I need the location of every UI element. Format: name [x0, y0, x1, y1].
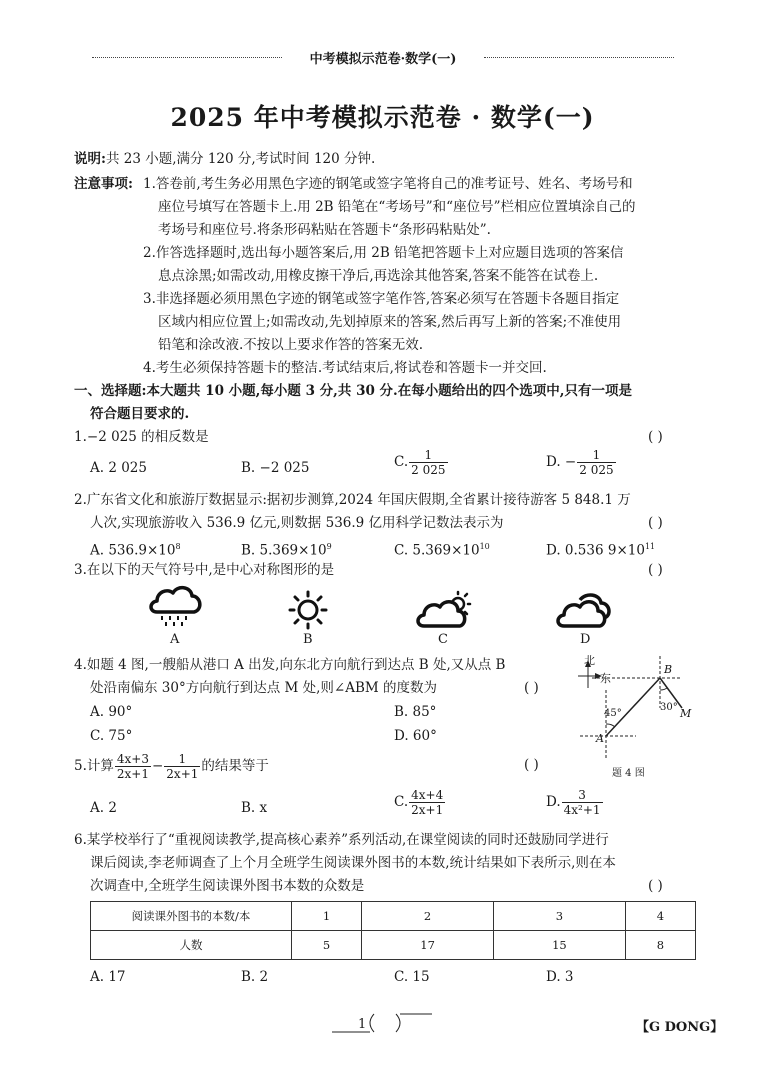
q4-answer-bracket: ( )	[524, 680, 539, 696]
denominator: 2 025	[411, 463, 446, 477]
section-heading-line-1: 一、选择题:本大题共 10 小题,每小题 3 分,共 30 分.在每小题给出的四个选项中,只有一项是	[74, 383, 632, 399]
q2-option-c	[394, 537, 490, 561]
overcast-clouds-icon	[554, 588, 616, 632]
q4-fig-caption: 题 4 图	[612, 768, 645, 779]
section-heading-line-2: 符合题目要求的.	[90, 406, 190, 422]
table-cell: 17	[362, 931, 494, 960]
note-2-line-1: 2.作答选择题时,选出每小题答案后,用 2B 铅笔把答题卡上对应题目选项的答案信	[143, 245, 624, 261]
q6-answer-bracket: ( )	[648, 878, 663, 894]
denominator: 4x²+1	[563, 803, 601, 817]
q5-d-prefix: D.	[546, 794, 561, 810]
numerator: 1	[577, 448, 615, 463]
q4-option-b: B. 85°	[394, 704, 437, 720]
denominator: 2x+1	[411, 803, 444, 817]
q2-d-exp: 11	[644, 542, 656, 551]
header-text: 中考模拟示范卷·数学(一)	[306, 52, 461, 67]
q6-option-d: D. 3	[546, 969, 574, 985]
table-cell: 3	[493, 902, 625, 931]
q1-option-b: B. −2 025	[241, 460, 310, 476]
denominator: 2x+1	[116, 767, 149, 781]
table-cell: 5	[292, 931, 362, 960]
page-title: 2025 年中考模拟示范卷 · 数学(一)	[170, 103, 595, 132]
q4-fig-angle-45: 45°	[604, 708, 622, 719]
q4-option-a: A. 90°	[90, 704, 133, 720]
q4-fig-east: 东	[600, 672, 611, 685]
q1-d-fraction	[577, 448, 615, 477]
q5-option-a: A. 2	[90, 800, 117, 816]
q2-option-d	[546, 537, 655, 561]
q5-d-fraction	[562, 788, 603, 817]
running-header	[92, 48, 674, 68]
q5-option-b: B. x	[241, 800, 268, 816]
q5-answer-bracket: ( )	[524, 757, 539, 773]
note-3-line-2: 区域内相应位置上;如需改动,先划掉原来的答案,然后再写上新的答案;不准使用	[158, 314, 622, 330]
numerator: 3	[562, 788, 603, 803]
desc-label: 说明:	[74, 151, 106, 167]
page-number: 1	[358, 1017, 367, 1032]
q2-option-b	[241, 537, 332, 561]
q6-option-a: A. 17	[90, 969, 126, 985]
q6-stem-line-2: 课后阅读,李老师调查了上个月全班学生阅读课外图书的本数,统计结果如下表所示,则在本	[90, 855, 616, 871]
exam-description	[74, 149, 375, 169]
note-1-line-3: 考场号和座位号.将条形码粘贴在答题卡“条形码粘贴处”.	[158, 222, 491, 238]
q1-c-prefix: C.	[394, 454, 409, 470]
q4-fig-point-b: B	[664, 663, 673, 676]
table-cell: 阅读课外图书的本数/本	[91, 902, 292, 931]
q6-option-c: C. 15	[394, 969, 430, 985]
q2-c-base: C. 5.369×10	[394, 542, 480, 559]
q3-answer-bracket: ( )	[648, 562, 663, 578]
q3-label-c: C	[438, 632, 448, 647]
note-1-line-2: 座位号填写在答题卡上.用 2B 铅笔在“考场号”和“座位号”栏相应位置填涂自己的	[158, 199, 636, 215]
q6-data-table	[90, 901, 696, 960]
q5-c-fraction	[409, 788, 445, 817]
partly-cloudy-icon	[414, 590, 474, 632]
notes-label: 注意事项:	[74, 176, 133, 192]
q5-fraction-1	[115, 752, 151, 781]
note-2-line-2: 息点涂黑;如需改动,用橡皮擦干净后,再选涂其他答案,答案不能答在试卷上.	[158, 268, 599, 284]
note-1-line-1: 1.答卷前,考生务必用黑色字迹的钢笔或签字笔将自己的准考证号、姓名、考场号和	[143, 176, 633, 192]
q6-option-b: B. 2	[241, 969, 269, 985]
q2-stem-line-1: 2.广东省文化和旅游厅数据显示:据初步测算,2024 年国庆假期,全省累计接待游客 5 848.1 万	[74, 492, 631, 508]
q3-stem: 3.在以下的天气符号中,是中心对称图形的是	[74, 562, 335, 578]
q3-label-d: D	[580, 632, 591, 647]
q5-option-d	[546, 788, 604, 817]
q1-option-a: A. 2 025	[90, 460, 147, 476]
q5-fraction-2	[164, 752, 200, 781]
q5-option-c	[394, 788, 446, 817]
q3-label-b: B	[303, 632, 313, 647]
note-3-line-3: 铅笔和涂改液.不按以上要求作答的答案无效.	[158, 337, 424, 353]
note-3-line-1: 3.非选择题必须用黑色字迹的钢笔或签字笔作答,答案必须写在答题卡各题目指定	[143, 291, 620, 307]
q5-stem-suffix: 的结果等于	[201, 758, 269, 774]
rain-cloud-icon	[145, 582, 207, 628]
header-dots-right	[484, 57, 674, 58]
q1-option-d	[546, 448, 617, 477]
q6-stem-line-3: 次调查中,全班学生阅读课外图书本数的众数是	[90, 878, 365, 894]
numerator: 1	[409, 448, 447, 463]
q3-label-a: A	[170, 632, 180, 647]
q5-c-prefix: C.	[394, 794, 409, 810]
numerator: 1	[164, 752, 200, 767]
table-cell: 15	[493, 931, 625, 960]
header-dots-left	[92, 57, 282, 58]
sun-icon	[286, 590, 330, 630]
q2-option-a	[90, 537, 181, 561]
table-cell: 8	[625, 931, 695, 960]
q4-stem-line-1: 4.如题 4 图,一艘船从港口 A 出发,向东北方向航行到达点 B 处,又从点 B	[74, 657, 506, 673]
q4-stem-line-2: 处沿南偏东 30°方向航行到达点 M 处,则∠ABM 的度数为	[90, 680, 438, 696]
denominator: 2x+1	[166, 767, 199, 781]
q1-d-prefix: D. −	[546, 454, 577, 470]
q2-answer-bracket: ( )	[648, 515, 663, 531]
q4-option-d: D. 60°	[394, 728, 437, 744]
q4-fig-north: 北	[584, 654, 595, 667]
denominator: 2 025	[579, 463, 614, 477]
q5-minus: −	[151, 758, 164, 774]
brand-tag: 【G DONG】	[636, 1020, 724, 1035]
q4-fig-point-m: M	[680, 707, 692, 720]
q1-stem: 1.−2 025 的相反数是	[74, 429, 209, 445]
q2-a-base: A. 536.9×10	[90, 542, 176, 559]
page-number-decoration	[330, 1010, 434, 1036]
desc-text: 共 23 小题,满分 120 分,考试时间 120 分钟.	[105, 151, 376, 167]
table-cell: 4	[625, 902, 695, 931]
q6-stem-line-1: 6.某学校举行了“重视阅读教学,提高核心素养”系列活动,在课堂阅读的同时还鼓励同学进行	[74, 832, 609, 848]
q4-fig-point-a: A	[596, 732, 604, 745]
q4-option-c: C. 75°	[90, 728, 133, 744]
q1-option-c	[394, 448, 449, 477]
table-cell: 人数	[91, 931, 292, 960]
numerator: 4x+3	[116, 752, 149, 766]
numerator: 4x+4	[411, 788, 444, 802]
q2-c-exp: 10	[479, 542, 490, 551]
table-cell: 2	[362, 902, 494, 931]
q2-b-exp: 9	[326, 542, 332, 551]
table-cell: 1	[292, 902, 362, 931]
q5-stem	[74, 752, 269, 781]
q1-c-fraction	[409, 448, 447, 477]
q2-a-exp: 8	[175, 542, 181, 551]
q5-stem-prefix: 5.计算	[74, 758, 114, 774]
note-4-line-1: 4.考生必须保持答题卡的整洁.考试结束后,将试卷和答题卡一并交回.	[143, 360, 547, 376]
table-row	[91, 902, 696, 931]
q2-b-base: B. 5.369×10	[241, 542, 327, 559]
q1-answer-bracket: ( )	[648, 429, 663, 445]
q2-d-base: D. 0.536 9×10	[546, 542, 645, 559]
q2-stem-line-2: 人次,实现旅游收入 536.9 亿元,则数据 536.9 亿用科学记数法表示为	[90, 515, 504, 531]
table-row	[91, 931, 696, 960]
q4-fig-angle-30: 30°	[660, 702, 678, 713]
